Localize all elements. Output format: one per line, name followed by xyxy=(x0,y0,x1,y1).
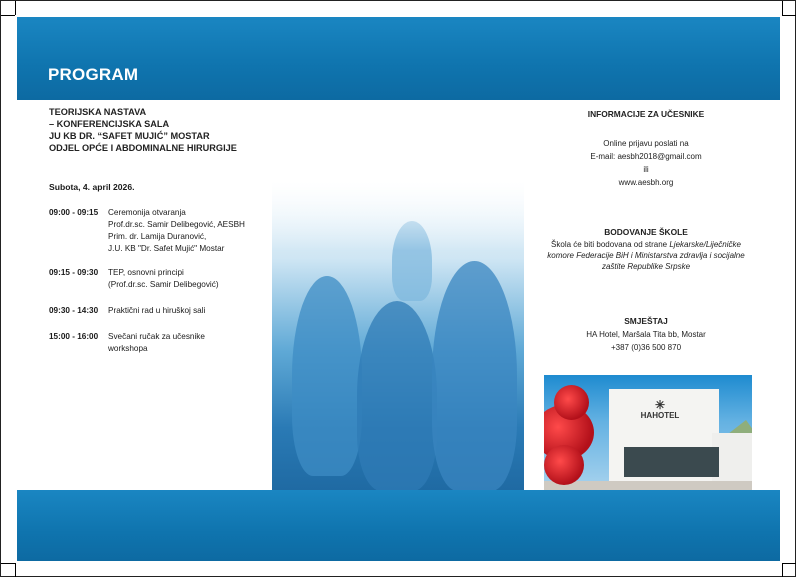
scoring-italic: zaštite Republike Srpske xyxy=(601,262,691,271)
registration-info xyxy=(546,137,746,189)
venue-line: – KONFERENCIJSKA SALA xyxy=(49,119,170,129)
schedule-line: Svečani ručak za učesnike xyxy=(108,332,205,341)
schedule-line: J.U. KB "Dr. Safet Mujić" Mostar xyxy=(108,244,225,253)
accommodation-title: SMJEŠTAJ xyxy=(624,316,668,326)
crop-mark xyxy=(1,15,15,16)
page-title: PROGRAM xyxy=(48,65,139,84)
hotel-logo-text: HAHOTEL xyxy=(640,411,680,420)
hotel-photo xyxy=(544,375,752,490)
schedule-date: Subota, 4. april 2026. xyxy=(49,182,135,192)
scoring-info xyxy=(546,226,746,272)
hotel-logo-icon: ✳ xyxy=(654,398,666,412)
flower xyxy=(544,445,584,485)
schedule-time: 15:00 - 16:00 xyxy=(49,332,99,341)
registration-line: ili xyxy=(643,165,649,174)
crop-mark xyxy=(15,563,16,577)
venue-line: JU KB DR. “SAFET MUJIĆ” MOSTAR xyxy=(49,131,210,141)
venue-heading xyxy=(49,106,237,154)
registration-line: Online prijavu poslati na xyxy=(603,139,689,148)
photo-fade xyxy=(272,181,524,251)
scoring-italic: komore Federacije BiH i Ministarstva zdravlja i socijalne xyxy=(547,251,745,260)
surgery-photo xyxy=(272,181,524,490)
schedule-line: workshopa xyxy=(108,344,148,353)
scoring-title: BODOVANJE ŠKOLE xyxy=(604,227,688,237)
schedule-line: Prim. dr. Lamija Duranović, xyxy=(108,232,207,241)
scoring-lead: Škola će biti bodovana od strane xyxy=(551,240,670,249)
scoring-text xyxy=(546,239,746,250)
schedule-time: 09:30 - 14:30 xyxy=(49,306,99,315)
schedule-time: 09:15 - 09:30 xyxy=(49,268,99,277)
bottom-banner xyxy=(17,490,780,561)
info-title: INFORMACIJE ZA UČESNIKE xyxy=(587,109,705,119)
hotel-logo xyxy=(630,399,690,420)
flower xyxy=(554,385,589,420)
crop-mark xyxy=(1,563,15,564)
schedule-line: Ceremonija otvaranja xyxy=(108,208,186,217)
surgeon-figure xyxy=(357,301,437,490)
crop-mark xyxy=(782,15,796,16)
accommodation-line: HA Hotel, Maršala Tita bb, Mostar xyxy=(586,330,706,339)
registration-email: E-mail: aesbh2018@gmail.com xyxy=(590,152,702,161)
schedule-description xyxy=(108,331,205,355)
ground xyxy=(544,481,752,490)
schedule-line: Praktični rad u hiruškoj sali xyxy=(108,306,206,315)
schedule-description xyxy=(108,207,245,255)
surgeon-figure xyxy=(292,276,362,476)
accommodation-info xyxy=(546,315,746,354)
schedule-line: Prof.dr.sc. Samir Delibegović, AESBH xyxy=(108,220,245,229)
accommodation-phone: +387 (0)36 500 870 xyxy=(610,343,682,352)
schedule-description xyxy=(108,267,219,291)
schedule-line: TEP, osnovni principi xyxy=(108,268,184,277)
top-banner xyxy=(17,17,780,100)
crop-mark xyxy=(782,563,783,577)
surgeon-figure xyxy=(432,261,517,490)
scoring-italic: Ljekarske/Liječničke xyxy=(669,240,741,249)
crop-mark xyxy=(782,563,796,564)
schedule-time: 09:00 - 09:15 xyxy=(49,208,99,217)
hotel-facade xyxy=(624,447,719,477)
venue-line: TEORIJSKA NASTAVA xyxy=(49,107,147,117)
schedule-line: (Prof.dr.sc. Samir Delibegović) xyxy=(108,280,219,289)
info-section xyxy=(546,108,746,121)
crop-mark xyxy=(15,1,16,15)
venue-line: ODJEL OPĆE I ABDOMINALNE HIRURGIJE xyxy=(49,143,237,153)
registration-website: www.aesbh.org xyxy=(618,178,674,187)
schedule-description xyxy=(108,305,205,317)
crop-mark xyxy=(782,1,783,15)
